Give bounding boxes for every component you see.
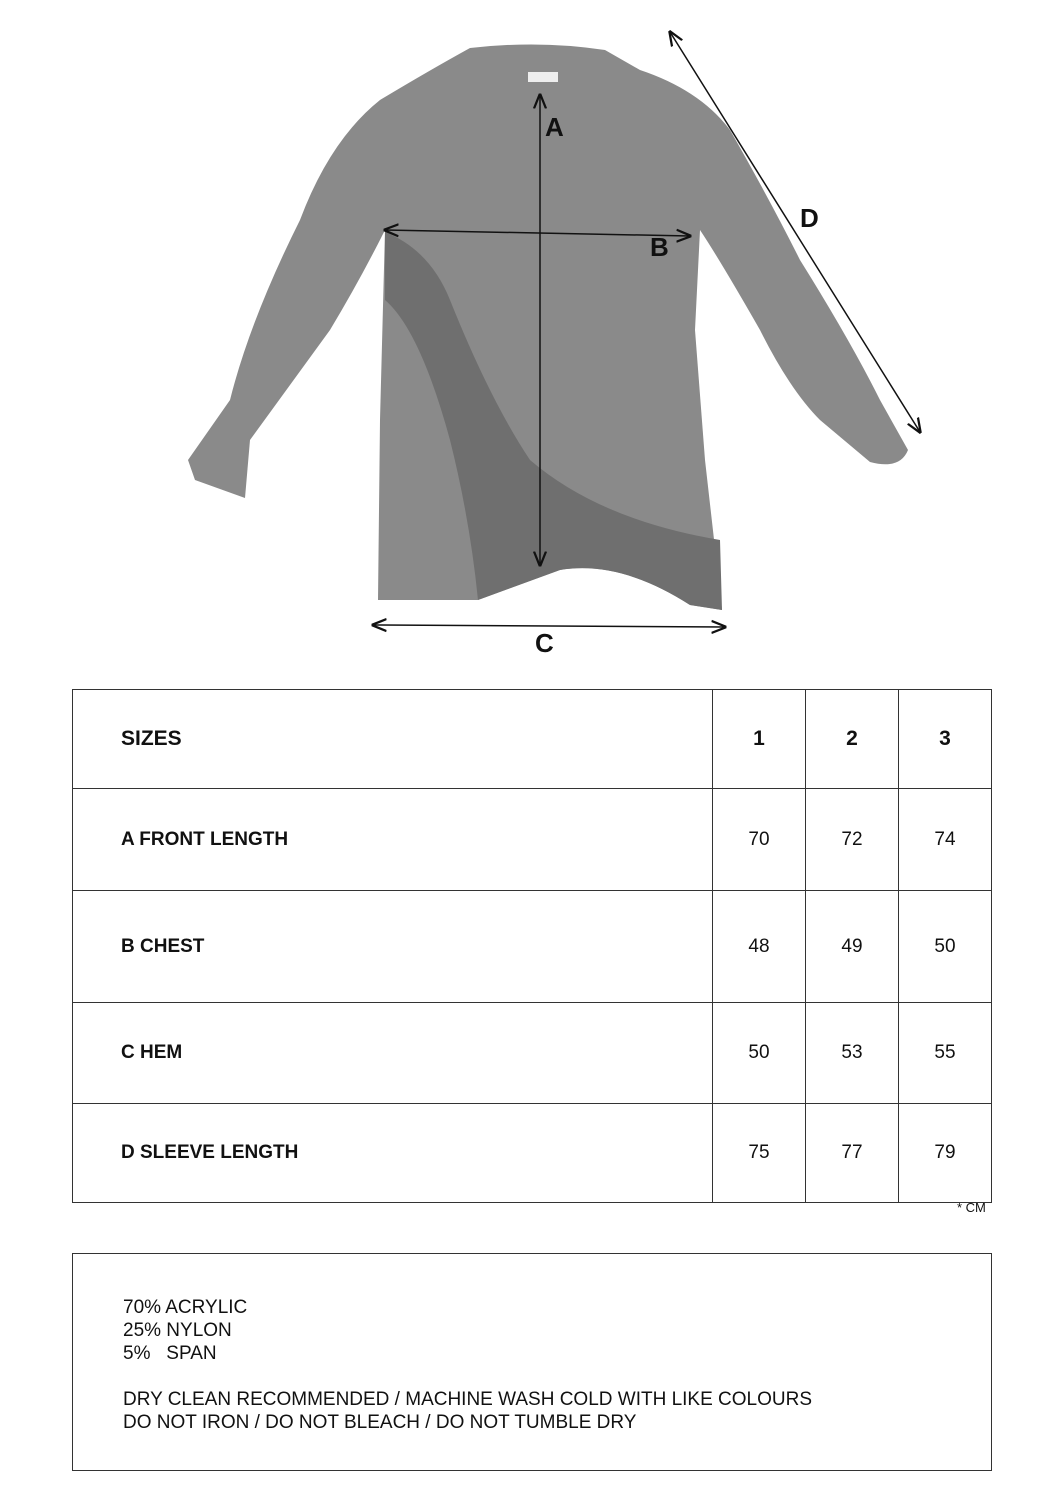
measure-label-a: A (545, 112, 564, 142)
measure-label-d: D (800, 203, 819, 233)
table-row (73, 789, 992, 891)
cell: 50 (713, 1003, 806, 1104)
cell: 55 (899, 1003, 992, 1104)
cell: 72 (806, 789, 899, 891)
sizes-heading: SIZES (73, 690, 713, 789)
size-2-header: 2 (806, 690, 899, 789)
size-table (72, 689, 992, 1203)
row-label: B CHEST (73, 891, 713, 1003)
composition-line: 5% SPAN (123, 1343, 217, 1364)
row-label: D SLEEVE LENGTH (73, 1104, 713, 1203)
measure-label-c: C (535, 628, 554, 658)
garment-diagram (0, 0, 1062, 670)
care-box (72, 1253, 992, 1471)
row-label: C HEM (73, 1003, 713, 1104)
composition-line: 25% NYLON (123, 1320, 232, 1341)
cell: 53 (806, 1003, 899, 1104)
care-instruction: DRY CLEAN RECOMMENDED / MACHINE WASH COLD WITH LIKE COLOURS (123, 1389, 813, 1410)
table-row (73, 891, 992, 1003)
composition-line: 70% ACRYLIC (123, 1297, 248, 1318)
size-3-header: 3 (899, 690, 992, 789)
cell: 49 (806, 891, 899, 1003)
cell: 50 (899, 891, 992, 1003)
cell: 77 (806, 1104, 899, 1203)
table-header-row (73, 690, 992, 789)
row-label: A FRONT LENGTH (73, 789, 713, 891)
unit-note: * CM (957, 1200, 986, 1215)
measure-label-b: B (650, 232, 669, 262)
measure-line-c (373, 625, 725, 627)
cell: 70 (713, 789, 806, 891)
care-instruction: DO NOT IRON / DO NOT BLEACH / DO NOT TUMBLE DRY (123, 1412, 637, 1433)
size-1-header: 1 (713, 690, 806, 789)
neck-label (528, 72, 558, 82)
sweater-illustration (0, 0, 1062, 670)
table-row (73, 1104, 992, 1203)
cell: 79 (899, 1104, 992, 1203)
cell: 48 (713, 891, 806, 1003)
cell: 74 (899, 789, 992, 891)
cell: 75 (713, 1104, 806, 1203)
table-row (73, 1003, 992, 1104)
